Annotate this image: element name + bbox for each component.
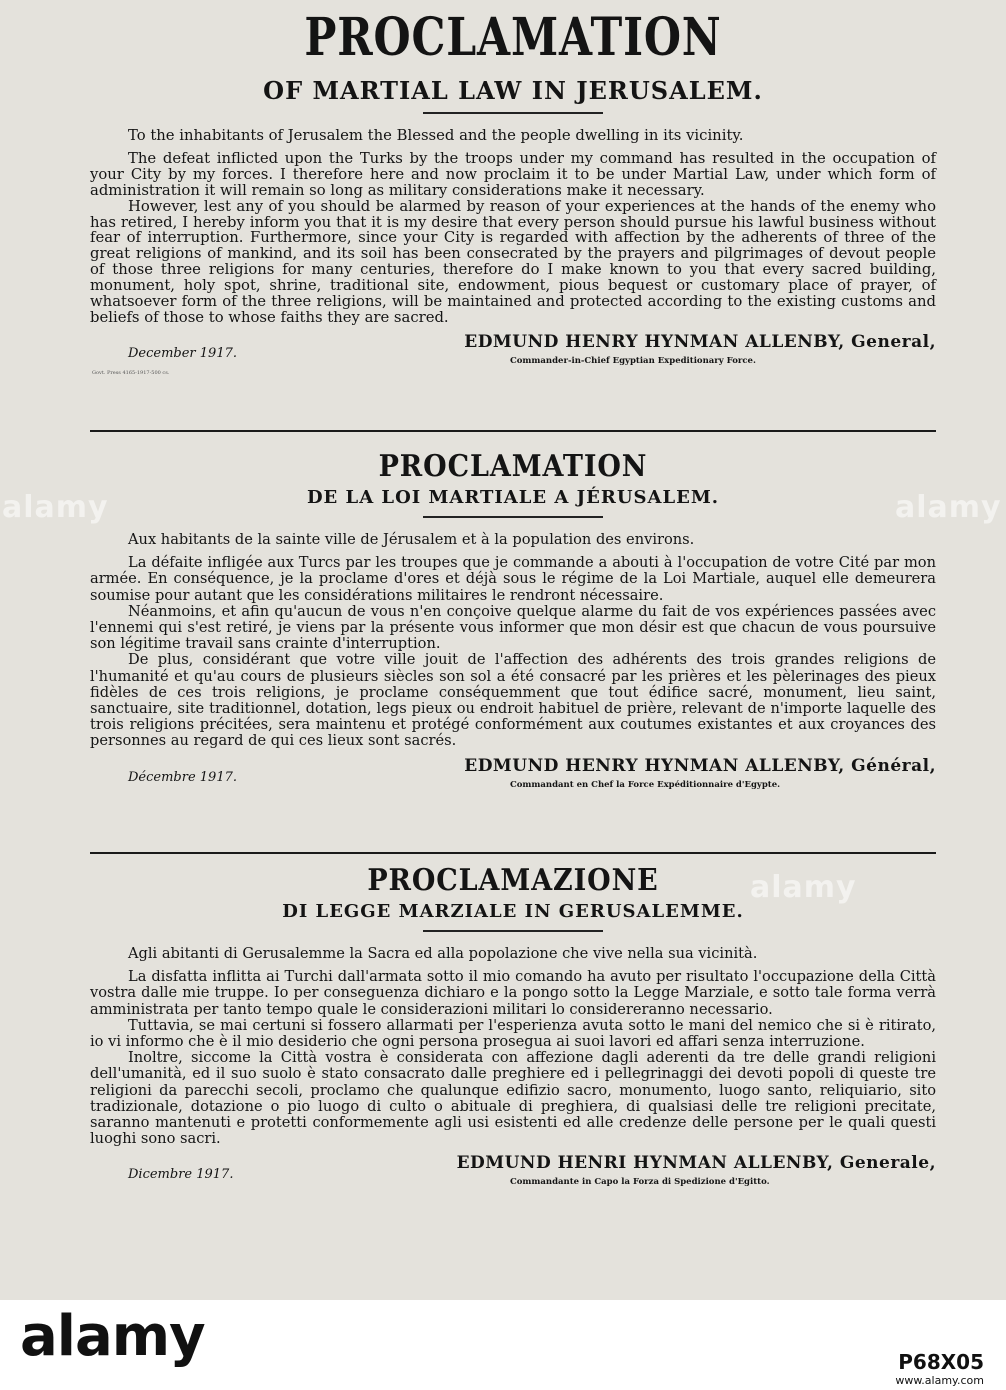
italian-date: Dicembre 1917. (128, 1167, 234, 1183)
english-paragraph: However, lest any of you should be alarmed by reason of your experiences at the hands of the enemy who has retired, I hereby inform you that it is my desire that every person should pursue his lawful business without fear of interruption. Furthermore, since your City is regarded with affection by the adherents of three of the great religions of mankind, and its soil has been consecrated by the prayers and pilgrimages of devout people of those three religions for many centuries, therefore do I make known to you that every sacred building, monument, holy spot, shrine, traditional site, endowment, pious bequest or customary place of prayer, of whatsoever form of the three religions, will be maintained and protected according to the existing customs and beliefs of those to whose faiths they are sacred. (90, 197, 936, 326)
english-signature-title: Commander-in-Chief Egyptian Expeditionary Force. (510, 355, 756, 366)
english-signature: EDMUND HENRY HYNMAN ALLENBY, General, (464, 331, 936, 352)
french-signature-title: Commandant en Chef la Force Expéditionnaire d'Egypte. (510, 779, 781, 790)
watermark-text: alamy (895, 490, 1002, 525)
italian-signature: EDMUND HENRI HYNMAN ALLENBY, Generale, (456, 1153, 936, 1174)
french-paragraph: La défaite infligée aux Turcs par les troupes que je commande a abouti à l'occupation de votre Cité par mon armée. En conséquence, je la proclame d'ores et déjà sous le régime de la Loi Martiale, auquel elle demeurera soumise pour autant que les considérations militaires le rendront nécessaire. (90, 554, 936, 604)
stock-footer (0, 1300, 1006, 1390)
italian-paragraph: La disfatta inflitta ai Turchi dall'armata sotto il mio comando ha avuto per risultato l'occupazione della Città vostra dalle mie truppe. Io per conseguenza dichiaro e la pongo sotto la Legge Marziale, e sotto tale forma verrà amministrata per tanto tempo quale le considerazioni militari lo considereranno necessario. (90, 968, 936, 1018)
watermark-text: alamy (750, 870, 857, 905)
french-greeting: Aux habitants de la sainte ville de Jérusalem et à la population des environs. (128, 531, 695, 548)
french-date: Décembre 1917. (128, 769, 237, 785)
english-proclamation (90, 6, 936, 376)
italian-signature-title: Commandante in Capo la Forza di Spedizione d'Egitto. (510, 1177, 770, 1188)
english-paragraph: The defeat inflicted upon the Turks by the troops under my command has resulted in the occupation of your City by my forces. I therefore here and now proclaim it to be under Martial Law, under which form of administration it will remain so long as military considerations make it necessary. (90, 149, 936, 199)
english-subtitle: OF MARTIAL LAW IN JERUSALEM. (263, 76, 763, 105)
english-title: PROCLAMATION (304, 7, 722, 68)
section-divider (90, 430, 936, 432)
italian-signature-block (90, 1151, 936, 1193)
italian-greeting: Agli abitanti di Gerusalemme la Sacra ed alla popolazione che vive nella sua vicinità. (128, 945, 758, 962)
english-signature-block (90, 330, 936, 376)
italian-paragraph: Tuttavia, se mai certuni si fossero allarmati per l'esperienza avuta sotto le mani del nemico che si è ritirato, io vi informo che è il mio desiderio che ogni persona prosegua ai suoi lavori ed affari senza interruzione. (90, 1016, 936, 1051)
stock-image-id: P68X05 (898, 1350, 984, 1374)
italian-subtitle: DI LEGGE MARZIALE IN GERUSALEMME. (282, 901, 744, 922)
watermark-text: alamy (2, 490, 109, 525)
english-title-rule (423, 112, 603, 114)
english-greeting: To the inhabitants of Jerusalem the Blessed and the people dwelling in its vicinity. (128, 127, 744, 144)
french-title: PROCLAMATION (378, 449, 648, 484)
french-body (90, 532, 936, 750)
french-paragraph: De plus, considérant que votre ville jouit de l'affection des adhérents des trois grandes religions de l'humanité et qu'au cours de plusieurs siècles son sol a été consacré par les prières et les pèlerinages des pieux fidèles de ces trois religions, je proclame conséquemment que tout édifice sacré, monument, lieu saint, sanctuaire, site traditionnel, dotation, legs pieux ou endroit habituel de prière, relevant de n'importe laquelle des trois religions précitées, sera maintenu et protégé conformément aux coutumes existantes et aux croyances des personnes au regard de qui ces lieux sont sacrés. (90, 651, 936, 750)
french-signature-block (90, 754, 936, 796)
italian-body (90, 946, 936, 1147)
english-date: December 1917. (128, 345, 237, 361)
italian-title-rule (423, 930, 603, 932)
italian-paragraph: Inoltre, siccome la Città vostra è considerata con affezione dagli aderenti da tre delle grandi religioni dell'umanità, ed il suo suolo è stato consacrato dalle preghiere ed i pellegrinaggi dei devoti popoli di queste tre religioni da parecchi secoli, proclamo che qualunque edifizio sacro, monumento, luogo santo, reliquiario, sito tradizionale, dotazione o pio luogo di culto o abituale di preghiera, di qualsiasi delle tre religioni precitate, saranno mantenuti e protetti conformemente agli usi esistenti ed alle credenze delle persone per le quali questi luoghi sono sacri. (90, 1049, 936, 1148)
french-paragraph: Néanmoins, et afin qu'aucun de vous n'en conçoive quelque alarme du fait de vos expériences passées avec l'ennemi qui s'est retiré, je viens par la présente vous informer que mon désir est que chacun de vous poursuive son légitime travail sans crainte d'interruption. (90, 602, 936, 653)
english-body (90, 128, 936, 326)
site-url[interactable]: www.alamy.com (895, 1374, 984, 1387)
section-divider (90, 852, 936, 854)
printer-note: Govt. Press 4165-1917-500 cs. (92, 369, 170, 376)
alamy-logo: alamy (20, 1304, 205, 1369)
italian-title: PROCLAMAZIONE (367, 863, 659, 898)
french-subtitle: DE LA LOI MARTIALE A JÉRUSALEM. (306, 487, 720, 508)
french-signature: EDMUND HENRY HYNMAN ALLENBY, Général, (464, 755, 936, 776)
french-proclamation (90, 448, 936, 796)
italian-proclamation (90, 862, 936, 1193)
french-title-rule (423, 516, 603, 518)
